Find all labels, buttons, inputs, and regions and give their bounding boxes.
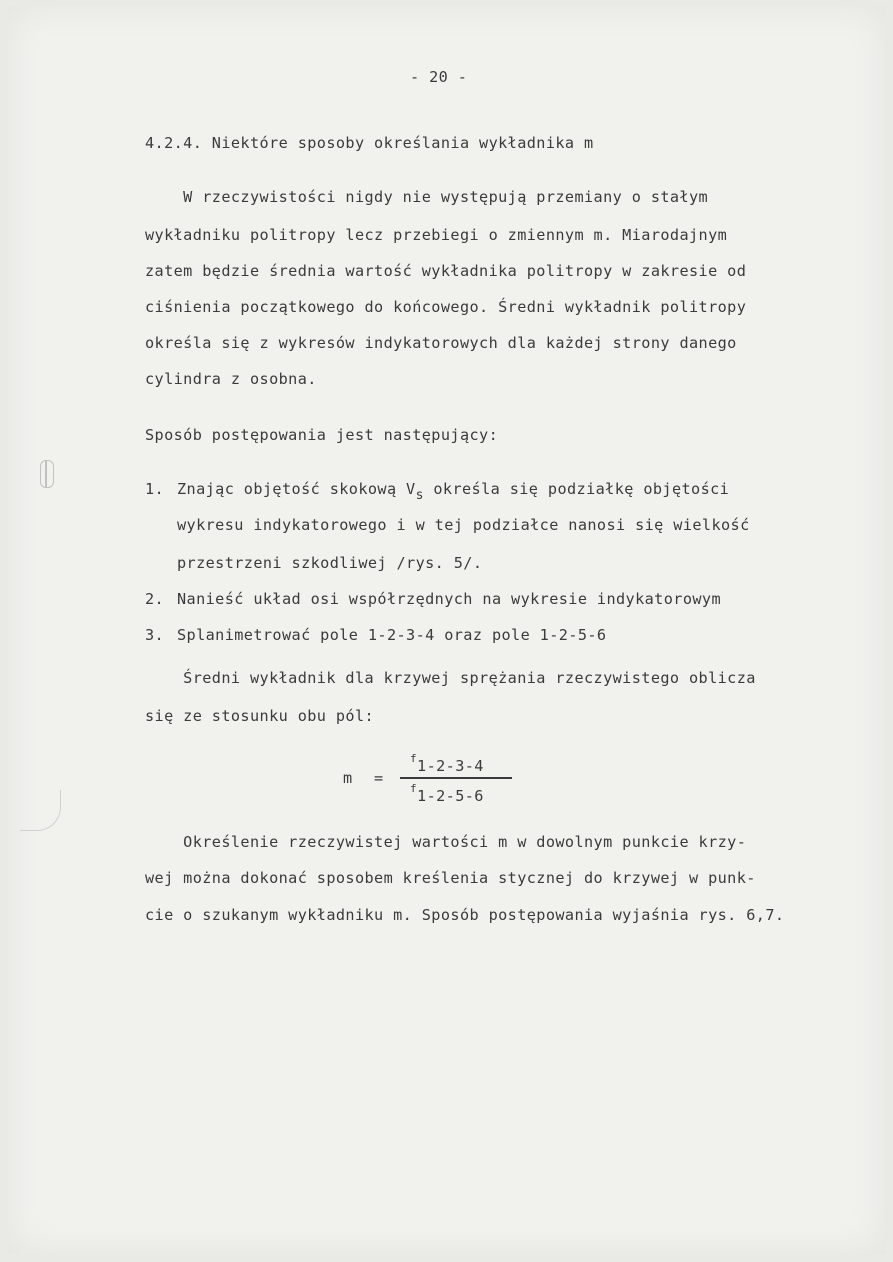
- paragraph-line: Określenie rzeczywistej wartości m w dowolnym punkcie krzy-: [145, 833, 747, 851]
- list-item-1-number: 1.: [145, 480, 165, 498]
- section-heading: 4.2.4. Niektóre sposoby określania wykładnika m: [145, 134, 594, 152]
- list-item-1-line: Znając objętość skokową $V_s$ określa się podziałkę objętości: [177, 480, 730, 503]
- paragraph-line: cie o szukanym wykładniku m. Sposób postępowania wyjaśnia rys. 6,7.: [145, 906, 785, 924]
- list-item-3-line: Splanimetrować pole 1-2-3-4 oraz pole 1-2-5-6: [177, 626, 607, 644]
- formula-numerator: $^f$1-2-3-4: [410, 752, 484, 775]
- paragraph-line: wykładniku politropy lecz przebiegi o zmiennym m. Miarodajnym: [145, 226, 728, 244]
- paragraph-line: zatem będzie średnia wartość wykładnika politropy w zakresie od: [145, 262, 747, 280]
- formula-lhs: m: [343, 769, 353, 787]
- list-item-1-line: przestrzeni szkodliwej /rys. 5/.: [177, 554, 483, 572]
- page-number: - 20 -: [410, 68, 468, 86]
- list-item-2-line: Nanieść układ osi współrzędnych na wykresie indykatorowym: [177, 590, 721, 608]
- paragraph-line: się ze stosunku obu pól:: [145, 707, 375, 725]
- paragraph-line: cylindra z osobna.: [145, 370, 317, 388]
- list-item-1-line: wykresu indykatorowego i w tej podziałce nanosi się wielkość: [177, 516, 750, 534]
- paragraph-line: określa się z wykresów indykatorowych dla każdej strony danego: [145, 334, 737, 352]
- paragraph-line: ciśnienia początkowego do końcowego. Średni wykładnik politropy: [145, 298, 747, 316]
- procedure-intro: Sposób postępowania jest następujący:: [145, 426, 499, 444]
- list-item-3-number: 3.: [145, 626, 165, 644]
- binder-hole-mark: [40, 460, 54, 488]
- list-item-2-number: 2.: [145, 590, 165, 608]
- paragraph-line: wej można dokonać sposobem kreślenia stycznej do krzywej w punk-: [145, 869, 756, 887]
- fraction-bar: [400, 777, 512, 779]
- paragraph-line: Średni wykładnik dla krzywej sprężania rzeczywistego oblicza: [145, 669, 756, 687]
- formula-equals: =: [374, 769, 384, 787]
- formula-denominator: $^f$1-2-5-6: [410, 782, 484, 805]
- paragraph-line: W rzeczywistości nigdy nie występują przemiany o stałym: [145, 188, 709, 206]
